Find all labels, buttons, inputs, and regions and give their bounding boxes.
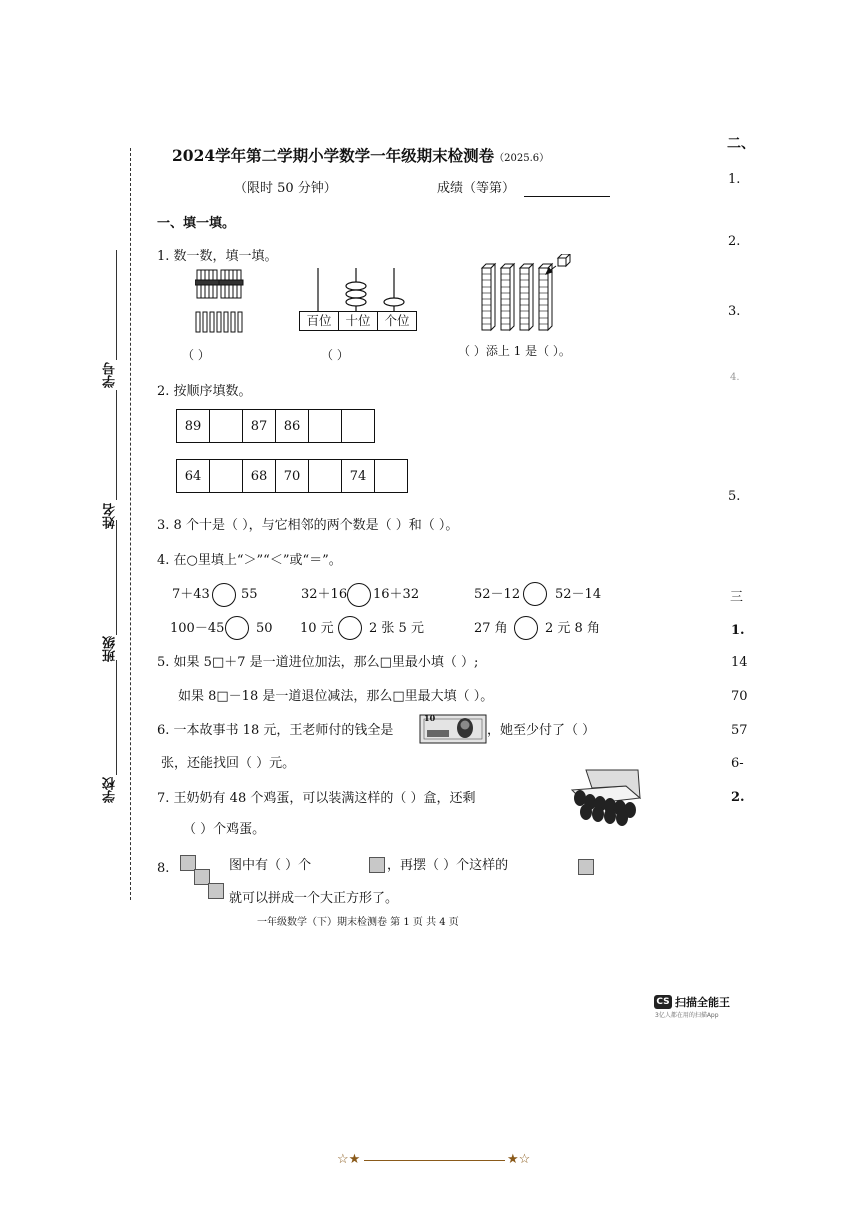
scanner-badge-icon bbox=[654, 995, 672, 1009]
class-label: 班级 bbox=[103, 636, 118, 662]
next-page-item: 2. bbox=[731, 790, 745, 805]
time-limit: （限时 50 分钟） bbox=[234, 181, 337, 196]
next-page-num: 5. bbox=[728, 489, 741, 504]
q2-row2-cell[interactable] bbox=[374, 459, 408, 493]
q4-compare-circle[interactable] bbox=[338, 616, 362, 640]
q1-prompt: 1. 数一数，填一填。 bbox=[157, 249, 278, 264]
class-line bbox=[116, 520, 117, 635]
next-page-num: 3. bbox=[728, 304, 741, 319]
q7-line2: （ ）个鸡蛋。 bbox=[183, 822, 266, 837]
q2-row2-cell[interactable]: 70 bbox=[275, 459, 309, 493]
q6-line2: 张，还能找回（ ）元。 bbox=[161, 756, 296, 771]
q4-right: 50 bbox=[256, 621, 273, 636]
q2-row1-cell[interactable] bbox=[341, 409, 375, 443]
q4-left: 52－12 bbox=[474, 587, 521, 602]
q4-right: 16＋32 bbox=[373, 587, 420, 602]
q2-row2-cell[interactable]: 68 bbox=[242, 459, 276, 493]
q8-line2: 就可以拼成一个大正方形了。 bbox=[229, 891, 399, 906]
q2-row1-cell[interactable] bbox=[209, 409, 243, 443]
next-page-num: 2. bbox=[728, 234, 741, 249]
q2-row2-cell[interactable]: 74 bbox=[341, 459, 375, 493]
small-square-icon bbox=[369, 857, 385, 873]
q1-blank-b[interactable]: （ ） bbox=[321, 348, 349, 362]
stars-right-icon: ★☆ bbox=[507, 1152, 531, 1167]
decorative-line bbox=[364, 1160, 505, 1161]
q4-compare-circle[interactable] bbox=[225, 616, 249, 640]
name-line bbox=[116, 390, 117, 500]
small-square-icon bbox=[578, 859, 594, 875]
next-page-item: 57 bbox=[731, 723, 748, 738]
staircase-square bbox=[208, 883, 224, 899]
q4-right: 55 bbox=[241, 587, 258, 602]
school-line bbox=[116, 660, 117, 775]
page-footer: 一年级数学（下）期末检测卷 第 1 页 共 4 页 bbox=[257, 917, 459, 928]
q2-row1 bbox=[176, 409, 375, 443]
q4-prompt: 4. 在○里填上“＞”“＜”或“＝”。 bbox=[157, 553, 342, 568]
q8-line1b: ，再摆（ ）个这样的 bbox=[387, 858, 509, 873]
q4-compare-circle[interactable] bbox=[523, 582, 547, 606]
score-label: 成绩（等第） bbox=[437, 181, 516, 196]
title-date: （2025.6） bbox=[494, 153, 550, 164]
ten-rods-icon bbox=[478, 254, 573, 334]
section1-heading: 一、填一填。 bbox=[157, 216, 236, 231]
scanner-name: 扫描全能王 bbox=[675, 996, 730, 1009]
q2-prompt: 2. 按顺序填数。 bbox=[157, 384, 252, 399]
q2-row2-cell[interactable] bbox=[308, 459, 342, 493]
q5-line2: 如果 8□－18 是一道退位减法，那么□里最大填（ ）。 bbox=[178, 689, 494, 704]
q4-left: 27 角 bbox=[474, 621, 508, 636]
school-label: 学校 bbox=[103, 777, 118, 803]
q3-text: 3. 8 个十是（ ），与它相邻的两个数是（ ）和（ ）。 bbox=[157, 518, 459, 533]
q2-row1-cell[interactable]: 87 bbox=[242, 409, 276, 443]
student-no-label: 学号 bbox=[103, 362, 118, 388]
q2-row2-cell[interactable] bbox=[209, 459, 243, 493]
q6-line1a: 6. 一本故事书 18 元，王老师付的钱全是 bbox=[157, 723, 394, 738]
q4-left: 10 元 bbox=[300, 621, 334, 636]
q4-right: 2 张 5 元 bbox=[369, 621, 424, 636]
q8-number: 8. bbox=[157, 861, 170, 876]
name-label: 姓名 bbox=[103, 503, 118, 529]
student-no-line bbox=[116, 250, 117, 360]
next-page-num: 4. bbox=[730, 372, 740, 383]
q4-compare-circle[interactable] bbox=[212, 583, 236, 607]
q2-row1-cell[interactable]: 86 bbox=[275, 409, 309, 443]
q1-blank-c[interactable]: （ ）添上 1 是（ ）。 bbox=[458, 344, 571, 358]
next-page-section3: 三 bbox=[730, 590, 744, 605]
q4-left: 100－45 bbox=[170, 621, 225, 636]
q4-left: 7＋43 bbox=[172, 587, 210, 602]
place-ones: 个位 bbox=[378, 311, 417, 331]
q4-compare-circle[interactable] bbox=[514, 616, 538, 640]
next-page-num: 1. bbox=[728, 172, 741, 187]
q2-row2 bbox=[176, 459, 408, 493]
next-page-item: 1. bbox=[731, 623, 745, 638]
next-page-item: 70 bbox=[731, 689, 748, 704]
q4-left: 32＋16 bbox=[301, 587, 348, 602]
abacus-icon bbox=[299, 266, 414, 312]
q2-row1-cell[interactable]: 89 bbox=[176, 409, 210, 443]
score-blank-line[interactable] bbox=[524, 196, 610, 197]
q2-row1-cell[interactable] bbox=[308, 409, 342, 443]
scanner-tagline: 3亿人都在用的扫描App bbox=[655, 1012, 719, 1019]
page-title: 2024学年第二学期小学数学一年级期末检测卷（2025.6） bbox=[172, 146, 550, 165]
place-tens: 十位 bbox=[339, 311, 378, 331]
banknote-value: 10 bbox=[424, 713, 436, 723]
binding-dashed-line bbox=[130, 148, 131, 900]
stick-bundles-icon bbox=[195, 268, 245, 334]
q4-compare-circle[interactable] bbox=[347, 583, 371, 607]
next-page-section2: 二、 bbox=[727, 136, 755, 152]
q7-line1: 7. 王奶奶有 48 个鸡蛋，可以装满这样的（ ）盒，还剩 bbox=[157, 791, 476, 806]
q1-blank-a[interactable]: （ ） bbox=[182, 348, 210, 362]
place-hundreds: 百位 bbox=[299, 311, 339, 331]
scanner-badge-text: CS bbox=[656, 997, 670, 1007]
next-page-item: 14 bbox=[731, 655, 748, 670]
stars-left-icon: ☆★ bbox=[337, 1152, 361, 1167]
q6-line1b: ，她至少付了（ ） bbox=[487, 723, 596, 738]
q4-right: 52－14 bbox=[555, 587, 602, 602]
q5-line1: 5. 如果 5□＋7 是一道进位加法，那么□里最小填（ ）; bbox=[157, 655, 479, 670]
abacus-place-row bbox=[299, 311, 417, 331]
q4-right: 2 元 8 角 bbox=[545, 621, 600, 636]
q2-row2-cell[interactable]: 64 bbox=[176, 459, 210, 493]
next-page-item: 6- bbox=[731, 756, 744, 771]
q8-line1a: 图中有（ ）个 bbox=[229, 858, 312, 873]
egg-carton-icon bbox=[568, 768, 644, 828]
